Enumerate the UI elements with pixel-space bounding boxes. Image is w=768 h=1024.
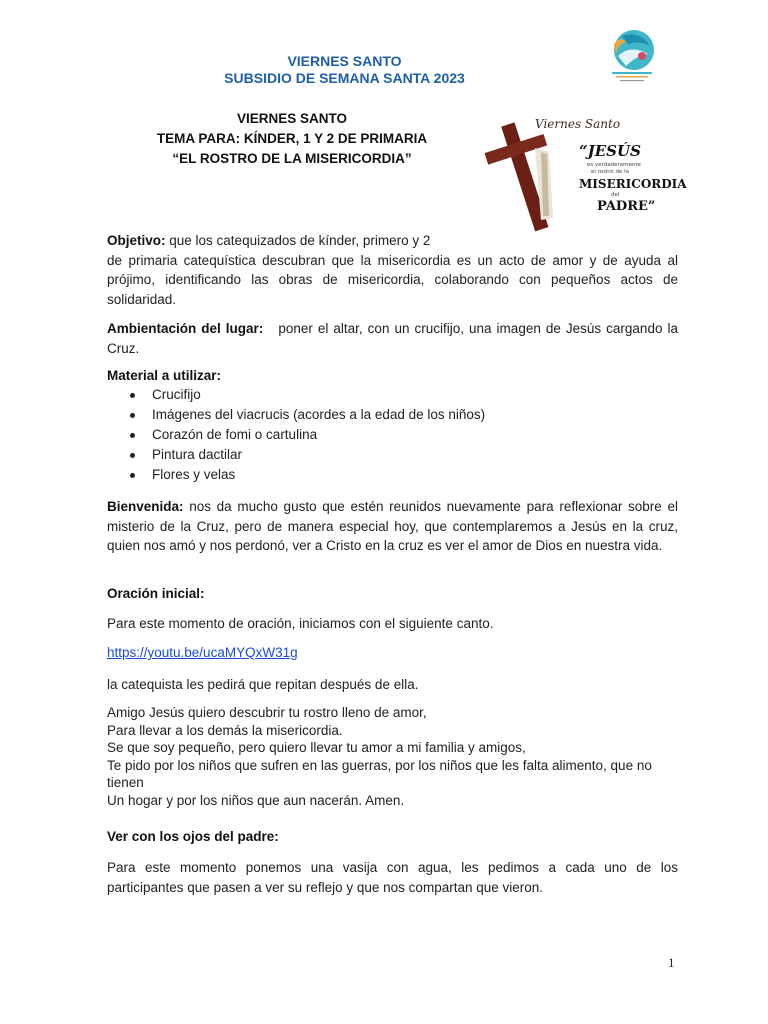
prayer-line: Te pido por los niños que sufren en las guerras, por los niños que les falta alimento, que no tienen bbox=[107, 757, 652, 790]
bienvenida-label: Bienvenida: bbox=[107, 499, 184, 514]
objetivo-line1: que los catequizados de kínder, primero y 2 bbox=[165, 233, 431, 248]
oracion-intro: Para este momento de oración, iniciamos con el siguiente canto. bbox=[107, 616, 494, 631]
topic-title-line2: TEMA PARA: KÍNDER, 1 Y 2 DE PRIMARIA bbox=[156, 131, 428, 146]
poster-del: del bbox=[611, 192, 620, 198]
list-item: Flores y velas bbox=[107, 465, 485, 485]
topic-title-line3: “EL ROSTRO DE LA MISERICORDIA” bbox=[172, 151, 412, 166]
poster-jesus: “JESÚS bbox=[579, 142, 641, 160]
header-title: VIERNES SANTO bbox=[287, 53, 402, 69]
viernes-santo-poster bbox=[483, 108, 687, 226]
list-item: Crucifijo bbox=[107, 385, 485, 405]
page-number: 1 bbox=[668, 955, 675, 970]
youtube-link[interactable]: https://youtu.be/ucaMYQxW31g bbox=[107, 645, 298, 660]
poster-script-title: Viernes Santo bbox=[535, 117, 621, 131]
oracion-instruction: la catequista les pedirá que repitan después de ella. bbox=[107, 677, 419, 692]
objetivo-label: Objetivo: bbox=[107, 233, 166, 248]
prayer-line: Amigo Jesús quiero descubrir tu rostro lleno de amor, bbox=[107, 705, 427, 720]
list-item: Pintura dactilar bbox=[107, 445, 485, 465]
list-item: Imágenes del viacrucis (acordes a la edad de los niños) bbox=[107, 405, 485, 425]
ambientacion-text: poner el altar, con un crucifijo, una imagen de Jesús cargando la Cruz. bbox=[107, 321, 682, 356]
material-heading: Material a utilizar: bbox=[107, 368, 222, 383]
topic-title-block bbox=[107, 109, 477, 169]
poster-padre: PADRE” bbox=[597, 199, 656, 214]
poster-sub2: el rostro de la bbox=[591, 169, 629, 175]
poster-sub1: es verdaderamente bbox=[587, 162, 641, 168]
header-subtitle: SUBSIDIO DE SEMANA SANTA 2023 bbox=[224, 70, 465, 86]
catechesis-logo bbox=[600, 26, 662, 88]
topic-title-line1: VIERNES SANTO bbox=[236, 111, 348, 126]
ver-paragraph: Para este momento ponemos una vasija con agua, les pedimos a cada uno de los participantes que pasen a ver su reflejo y que nos compartan que vieron. bbox=[107, 860, 678, 895]
ambientacion-paragraph bbox=[107, 319, 682, 358]
bienvenida-paragraph bbox=[107, 497, 678, 556]
objetivo-text: de primaria catequística descubran que la misericordia es un acto de amor y de ayuda al prójimo, identificando las obras de misericordia, colaborando con pequeños actos de solidaridad. bbox=[107, 252, 678, 307]
prayer-line: Para llevar a los demás la misericordia. bbox=[107, 722, 343, 738]
poster-misericordia: MISERICORDIA bbox=[579, 177, 687, 191]
ambientacion-label: Ambientación del lugar: bbox=[107, 321, 264, 336]
material-list bbox=[107, 385, 485, 485]
bienvenida-text: nos da mucho gusto que estén reunidos nuevamente para reflexionar sobre el misterio de la Cruz, pero de manera especial hoy, que contemplaremos a Jesús en la cruz, quien nos amó y nos perdonó, ver a Cristo en la cruz es ver el amor de Dios en nuestra vida. bbox=[107, 499, 678, 553]
prayer-text bbox=[107, 704, 682, 809]
prayer-line: Se que soy pequeño, pero quiero llevar tu amor a mi familia y amigos, bbox=[107, 740, 526, 755]
ver-heading: Ver con los ojos del padre: bbox=[107, 829, 279, 844]
oracion-heading: Oración inicial: bbox=[107, 586, 205, 601]
prayer-line: Un hogar y por los niños que aun nacerán. Amen. bbox=[107, 792, 405, 808]
objetivo-paragraph bbox=[107, 231, 678, 309]
list-item: Corazón de fomi o cartulina bbox=[107, 425, 485, 445]
